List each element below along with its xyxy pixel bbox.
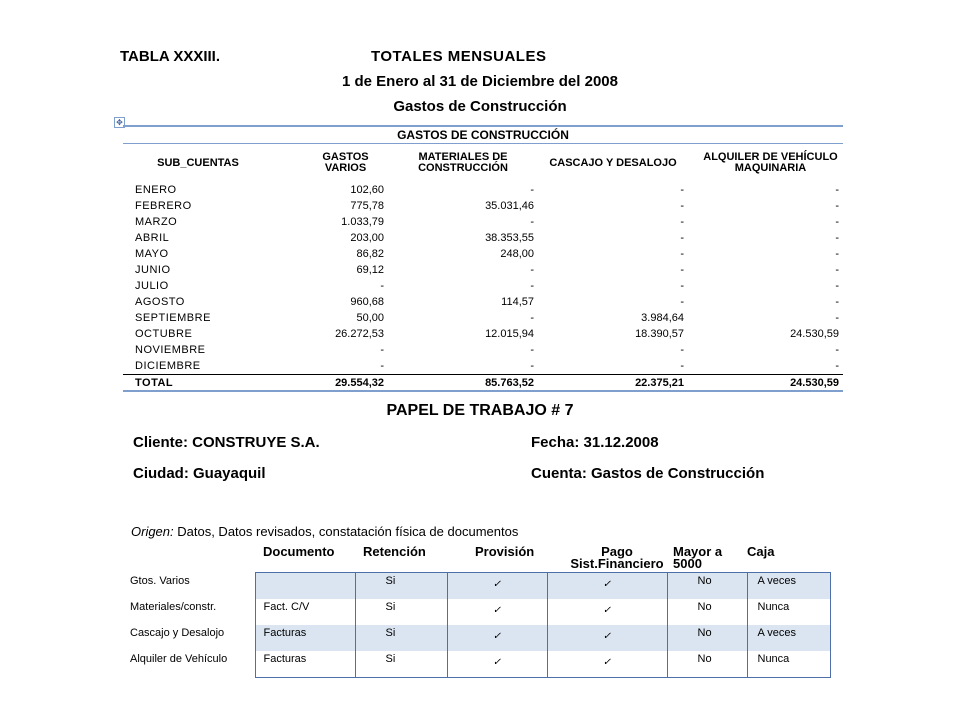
table-row [123, 214, 843, 230]
fecha: Fecha: 31.12.2008 [531, 434, 659, 451]
value-cell: 18.390,57 [635, 328, 684, 340]
table-move-handle-icon[interactable]: ✥ [114, 117, 125, 128]
table-row [123, 182, 843, 198]
col-header: MATERIALES DE CONSTRUCCIÓN [418, 151, 508, 174]
table-caption: GASTOS DE CONSTRUCCIÓN [397, 128, 569, 142]
origen-text: Datos, Datos revisados, constatación física de documentos [173, 524, 519, 539]
check-cell [547, 573, 667, 600]
table-row [123, 246, 843, 262]
table-row [123, 230, 843, 246]
month-cell: OCTUBRE [135, 328, 193, 340]
table-row [123, 294, 843, 310]
table-row [123, 278, 843, 294]
value-cell: - [835, 200, 839, 212]
month-cell: ENERO [135, 184, 177, 196]
value-cell: - [835, 296, 839, 308]
month-cell: JUNIO [135, 264, 171, 276]
value-cell: - [835, 344, 839, 356]
origen-label: Origen: [131, 524, 174, 539]
table-row [123, 310, 843, 326]
value-cell: 775,78 [350, 200, 384, 212]
value-cell: 203,00 [350, 232, 384, 244]
value-cell: No [667, 599, 747, 625]
value-cell: - [680, 200, 684, 212]
table-row [128, 599, 830, 625]
value-cell: 26.272,53 [335, 328, 384, 340]
value-cell: 114,57 [501, 296, 534, 308]
total-value: 24.530,59 [688, 375, 843, 392]
value-cell: - [835, 216, 839, 228]
value-cell: 86,82 [356, 248, 384, 260]
cuenta: Cuenta: Gastos de Construcción [531, 465, 765, 482]
total-row [123, 375, 843, 392]
value-cell: Si [355, 599, 447, 625]
value-cell: - [680, 216, 684, 228]
value-cell: - [530, 280, 534, 292]
table-row [128, 625, 830, 651]
monthly-totals-table [123, 125, 843, 392]
checkmark-icon: ✓ [492, 605, 502, 616]
value-cell: 35.031,46 [485, 200, 534, 212]
table-row [128, 573, 830, 600]
check-cell [447, 573, 547, 600]
value-cell: Si [355, 625, 447, 651]
checkmark-icon: ✓ [492, 657, 502, 668]
ciudad: Ciudad: Guayaquil [133, 465, 266, 482]
value-cell: Fact. C/V [255, 599, 355, 625]
value-cell: Facturas [255, 625, 355, 651]
value-cell: - [680, 248, 684, 260]
month-cell: ABRIL [135, 232, 170, 244]
value-cell: - [835, 184, 839, 196]
value-cell: - [835, 312, 839, 324]
value-cell [255, 573, 355, 600]
month-cell: MARZO [135, 216, 178, 228]
value-cell: No [667, 573, 747, 600]
table-row [123, 326, 843, 342]
table-row [123, 358, 843, 375]
value-cell: - [530, 216, 534, 228]
value-cell: 24.530,59 [790, 328, 839, 340]
value-cell: - [530, 344, 534, 356]
checkmark-icon: ✓ [492, 579, 502, 590]
total-value: 29.554,32 [273, 375, 388, 392]
col-header: Provisión [475, 544, 535, 559]
value-cell: - [530, 264, 534, 276]
value-cell: 38.353,55 [485, 232, 534, 244]
check-cell [447, 599, 547, 625]
origen [131, 524, 518, 539]
col-header: GASTOS VARIOS [322, 151, 369, 174]
value-cell: - [530, 312, 534, 324]
check-cell [447, 651, 547, 678]
col-header: Caja [747, 544, 775, 559]
value-cell: No [667, 625, 747, 651]
value-cell: - [680, 360, 684, 372]
value-cell: - [680, 232, 684, 244]
value-cell: - [680, 280, 684, 292]
value-cell: - [680, 296, 684, 308]
col-header: Pago Sist.Financiero [570, 544, 664, 571]
value-cell: 102,60 [350, 184, 384, 196]
cliente: Cliente: CONSTRUYE S.A. [133, 434, 320, 451]
title: TOTALES MENSUALES [371, 48, 547, 65]
value-cell: No [667, 651, 747, 678]
row-label: Cascajo y Desalojo [130, 627, 225, 639]
subtitle: Gastos de Construcción [393, 98, 567, 115]
table-row [123, 342, 843, 358]
total-value: 22.375,21 [538, 375, 688, 392]
value-cell: Si [355, 651, 447, 678]
papel-title: PAPEL DE TRABAJO # 7 [386, 402, 574, 419]
table-row [128, 651, 830, 678]
month-cell: MAYO [135, 248, 169, 260]
value-cell: 1.033,79 [341, 216, 384, 228]
value-cell: - [835, 264, 839, 276]
checkmark-icon: ✓ [602, 579, 612, 590]
value-cell: - [680, 344, 684, 356]
col-header: Retención [363, 544, 426, 559]
total-value: 85.763,52 [388, 375, 538, 392]
col-header: Mayor a 5000 [673, 544, 723, 571]
month-cell: SEPTIEMBRE [135, 312, 211, 324]
month-cell: NOVIEMBRE [135, 344, 206, 356]
col-header: ALQUILER DE VEHÍCULO MAQUINARIA [703, 151, 838, 174]
check-cell [547, 599, 667, 625]
period: 1 de Enero al 31 de Diciembre del 2008 [342, 73, 618, 90]
value-cell: A veces [747, 573, 830, 600]
value-cell: 50,00 [356, 312, 384, 324]
value-cell: A veces [747, 625, 830, 651]
check-cell [547, 625, 667, 651]
value-cell: Facturas [255, 651, 355, 678]
month-cell: FEBRERO [135, 200, 192, 212]
month-cell: JULIO [135, 280, 169, 292]
value-cell: - [530, 184, 534, 196]
row-label: Gtos. Varios [130, 574, 190, 587]
table-label: TABLA XXXIII. [120, 48, 221, 65]
value-cell: - [380, 344, 384, 356]
check-cell [547, 651, 667, 678]
control-table [128, 546, 831, 678]
month-cell: DICIEMBRE [135, 360, 201, 372]
col-header: SUB_CUENTAS [157, 156, 239, 169]
value-cell: - [835, 232, 839, 244]
row-label: Materiales/constr. [130, 601, 217, 613]
table-row [123, 198, 843, 214]
value-cell: Si [355, 573, 447, 600]
checkmark-icon: ✓ [602, 631, 612, 642]
value-cell: - [380, 280, 384, 292]
value-cell: - [835, 360, 839, 372]
total-label: TOTAL [123, 375, 273, 392]
row-label: Alquiler de Vehículo [130, 653, 228, 665]
col-header [128, 546, 255, 573]
value-cell: 69,12 [356, 264, 384, 276]
col-header: Documento [263, 544, 335, 559]
value-cell: - [380, 360, 384, 372]
checkmark-icon: ✓ [602, 605, 612, 616]
value-cell: - [680, 184, 684, 196]
value-cell: - [530, 360, 534, 372]
value-cell: - [835, 280, 839, 292]
value-cell: - [680, 264, 684, 276]
value-cell: 3.984,64 [641, 312, 684, 324]
value-cell: 12.015,94 [485, 328, 534, 340]
value-cell: Nunca [747, 599, 830, 625]
value-cell: - [835, 248, 839, 260]
checkmark-icon: ✓ [602, 657, 612, 668]
col-header: CASCAJO Y DESALOJO [549, 156, 677, 169]
check-cell [447, 625, 547, 651]
value-cell: 960,68 [350, 296, 384, 308]
month-cell: AGOSTO [135, 296, 185, 308]
value-cell: 248,00 [500, 248, 534, 260]
checkmark-icon: ✓ [492, 631, 502, 642]
table-row [123, 262, 843, 278]
value-cell: Nunca [747, 651, 830, 678]
